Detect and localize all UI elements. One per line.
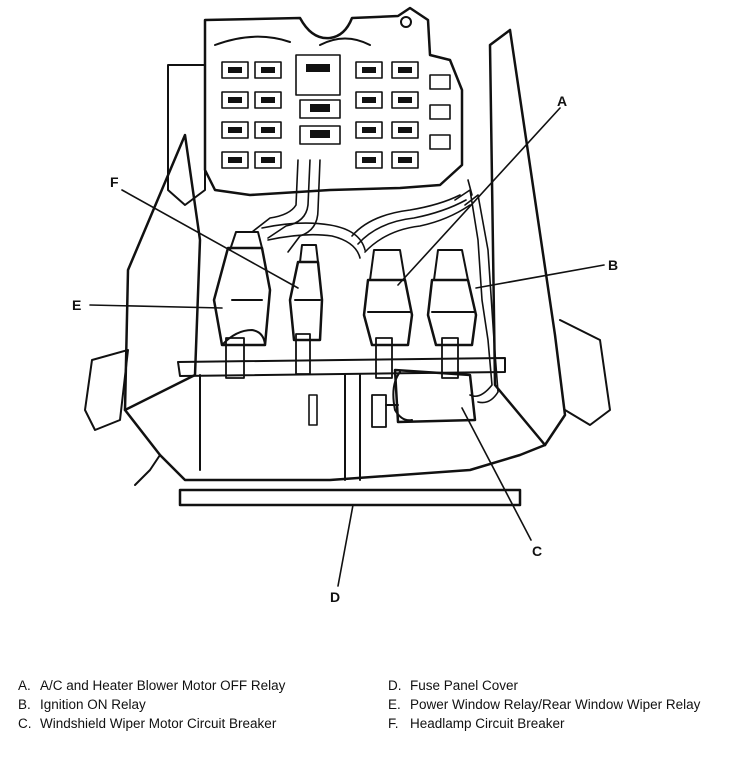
relay-e [214,232,270,378]
legend-left [18,676,378,733]
legend-item-b: B. Ignition ON Relay [18,697,146,712]
callout-a: A [557,93,568,109]
relay-f [290,245,322,374]
callout-c: C [532,543,543,559]
legend-item-f: F. Headlamp Circuit Breaker [388,716,565,731]
legend-item-d: D. Fuse Panel Cover [388,678,519,693]
legend-right [388,676,718,733]
relay-bracket [85,30,610,505]
legend-item-c: C. Windshield Wiper Motor Circuit Breaker [18,716,277,731]
fuse-block [168,8,462,205]
legend-item-e: E. Power Window Relay/Rear Window Wiper Relay [388,697,701,712]
callout-f: F [110,174,119,190]
callout-b: B [608,257,619,273]
legend-item-a: A. A/C and Heater Blower Motor OFF Relay [18,678,286,693]
wire-harness [252,160,498,403]
callout-d: D [330,589,341,605]
callout-e: E [72,297,82,313]
